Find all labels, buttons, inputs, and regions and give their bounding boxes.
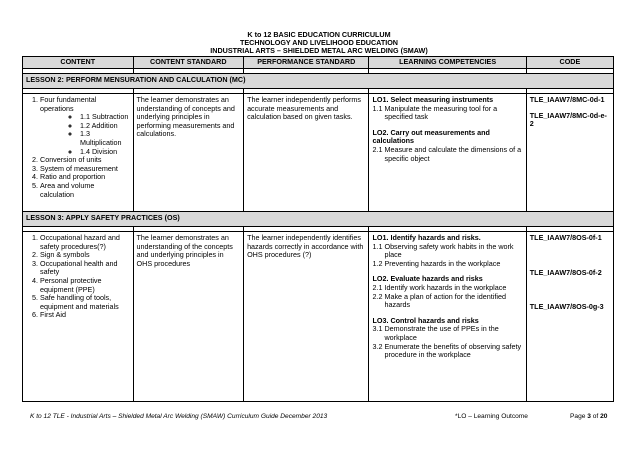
column-header-code: CODE (526, 57, 613, 69)
list-item: 4. Ratio and proportion (40, 173, 130, 182)
lesson-3-topic-list (26, 234, 130, 320)
learning-outcome-2: LO2. Carry out measurements and calculations (372, 127, 490, 146)
lesson-3-title: LESSON 3: APPLY SAFETY PRACTICES (OS) (23, 212, 614, 227)
column-header-content-standard: CONTENT STANDARD (133, 57, 244, 69)
competency-code: TLE_IAAW7/8MC-0d-e-2 (529, 110, 607, 129)
lesson-2-topic-list (26, 96, 130, 199)
list-item: 1. Occupational hazard and safety procedures(?) (40, 234, 130, 251)
lesson-2-content-row (23, 94, 614, 212)
competency-item: 3.1 Demonstrate the use of PPEs in the workplace (372, 324, 499, 342)
list-item: 2. Conversion of units (40, 156, 130, 165)
header-title-1: K to 12 BASIC EDUCATION CURRICULUM (247, 30, 391, 39)
lesson-3-competencies (369, 232, 526, 402)
lesson-2-title: LESSON 2: PERFORM MENSURATION AND CALCULATION (MC) (23, 74, 614, 89)
lesson-2-content (23, 94, 134, 212)
list-item: ◦ 1.4 Division (80, 148, 130, 157)
list-item: 5. Safe handling of tools, equipment and materials (40, 294, 130, 311)
competency-item: 3.2 Enumerate the benefits of observing safety procedure in the workplace (372, 341, 522, 360)
lesson-2-row (23, 74, 614, 89)
table-header-row (23, 57, 614, 69)
lesson-2-content-standard: The learner demonstrates an understanding of concepts and underlying principles in performing measurements and calculations. (133, 94, 244, 212)
header-title-3: INDUSTRIAL ARTS – SHIELDED METAL ARC WELDING (SMAW) (210, 46, 428, 55)
competency-item: 1.1 Observing safety work habits in the work place (372, 241, 514, 260)
learning-outcome-3: LO3. Control hazards and risks (372, 315, 479, 325)
learning-outcome-1: LO1. Select measuring instruments (372, 95, 494, 104)
competency-code: TLE_IAAW7/8OS-0f-2 (529, 267, 602, 277)
competency-item: 2.2 Make a plan of action for the identified hazards (372, 291, 506, 310)
lesson-3-content-row (23, 232, 614, 402)
list-item: 1. Four fundamental operations ◦ 1.1 Subtraction ◦ 1.2 Addition ◦ 1.3 Multiplication ◦ 1.4 Division (40, 96, 130, 156)
learning-outcome-1: LO1. Identify hazards and risks. (372, 233, 481, 242)
list-item: 2. Sign & symbols (40, 251, 130, 260)
competency-item: 2.1 Identify work hazards in the workplace (372, 282, 507, 292)
lesson-2-performance-standard: The learner independently performs accurate measurements and calculation based on given tasks. (244, 94, 369, 212)
lesson-2-competencies (369, 94, 526, 212)
list-item: ◦ 1.1 Subtraction (80, 113, 130, 122)
curriculum-table (22, 56, 614, 402)
list-item: ◦ 1.3 Multiplication (80, 130, 130, 147)
competency-item: 2.1 Measure and calculate the dimensions of a specific object (372, 144, 522, 163)
learning-outcome-2: LO2. Evaluate hazards and risks (372, 274, 483, 284)
list-item: ◦ 1.2 Addition (80, 122, 130, 131)
competency-code: TLE_IAAW7/8OS-0f-1 (529, 233, 602, 242)
footer-page-number: Page 3 of 20 (570, 413, 608, 420)
list-item: 6. First Aid (40, 311, 130, 320)
header-title-2: TECHNOLOGY AND LIVELIHOOD EDUCATION (240, 38, 398, 47)
sub-topic-list (40, 113, 130, 156)
list-item: 5. Area and volume calculation (40, 182, 130, 199)
column-header-content: CONTENT (23, 57, 134, 69)
lesson-2-codes (526, 94, 613, 212)
footer-document-title: K to 12 TLE - Industrial Arts – Shielded Metal Arc Welding (SMAW) Curriculum Guide December 2013 (30, 413, 328, 420)
column-header-learning-competencies: LEARNING COMPETENCIES (369, 57, 526, 69)
column-header-performance-standard: PERFORMANCE STANDARD (244, 57, 369, 69)
lesson-3-codes (526, 232, 613, 402)
competency-code: TLE_IAAW7/8OS-0g-3 (529, 302, 604, 312)
lesson-3-content-standard: The learner demonstrates an understanding of the concepts and underlying principles in OHS procedures (133, 232, 244, 402)
list-item: 4. Personal protective equipment (PPE) (40, 277, 130, 294)
competency-item: 1.2 Preventing hazards in the workplace (372, 258, 501, 268)
list-item: 3. Occupational health and safety (40, 260, 130, 277)
competency-code: TLE_IAAW7/8MC-0d-1 (529, 95, 605, 104)
lesson-3-row (23, 212, 614, 227)
competency-item: 1.1 Manipulate the measuring tool for a specified task (372, 103, 498, 122)
list-item: 3. System of measurement (40, 165, 130, 174)
footer-legend: *LO – Learning Outcome (455, 413, 528, 420)
lesson-3-performance-standard: The learner independently identifies hazards correctly in accordance with OHS procedures (?) (244, 232, 369, 402)
lesson-3-content (23, 232, 134, 402)
